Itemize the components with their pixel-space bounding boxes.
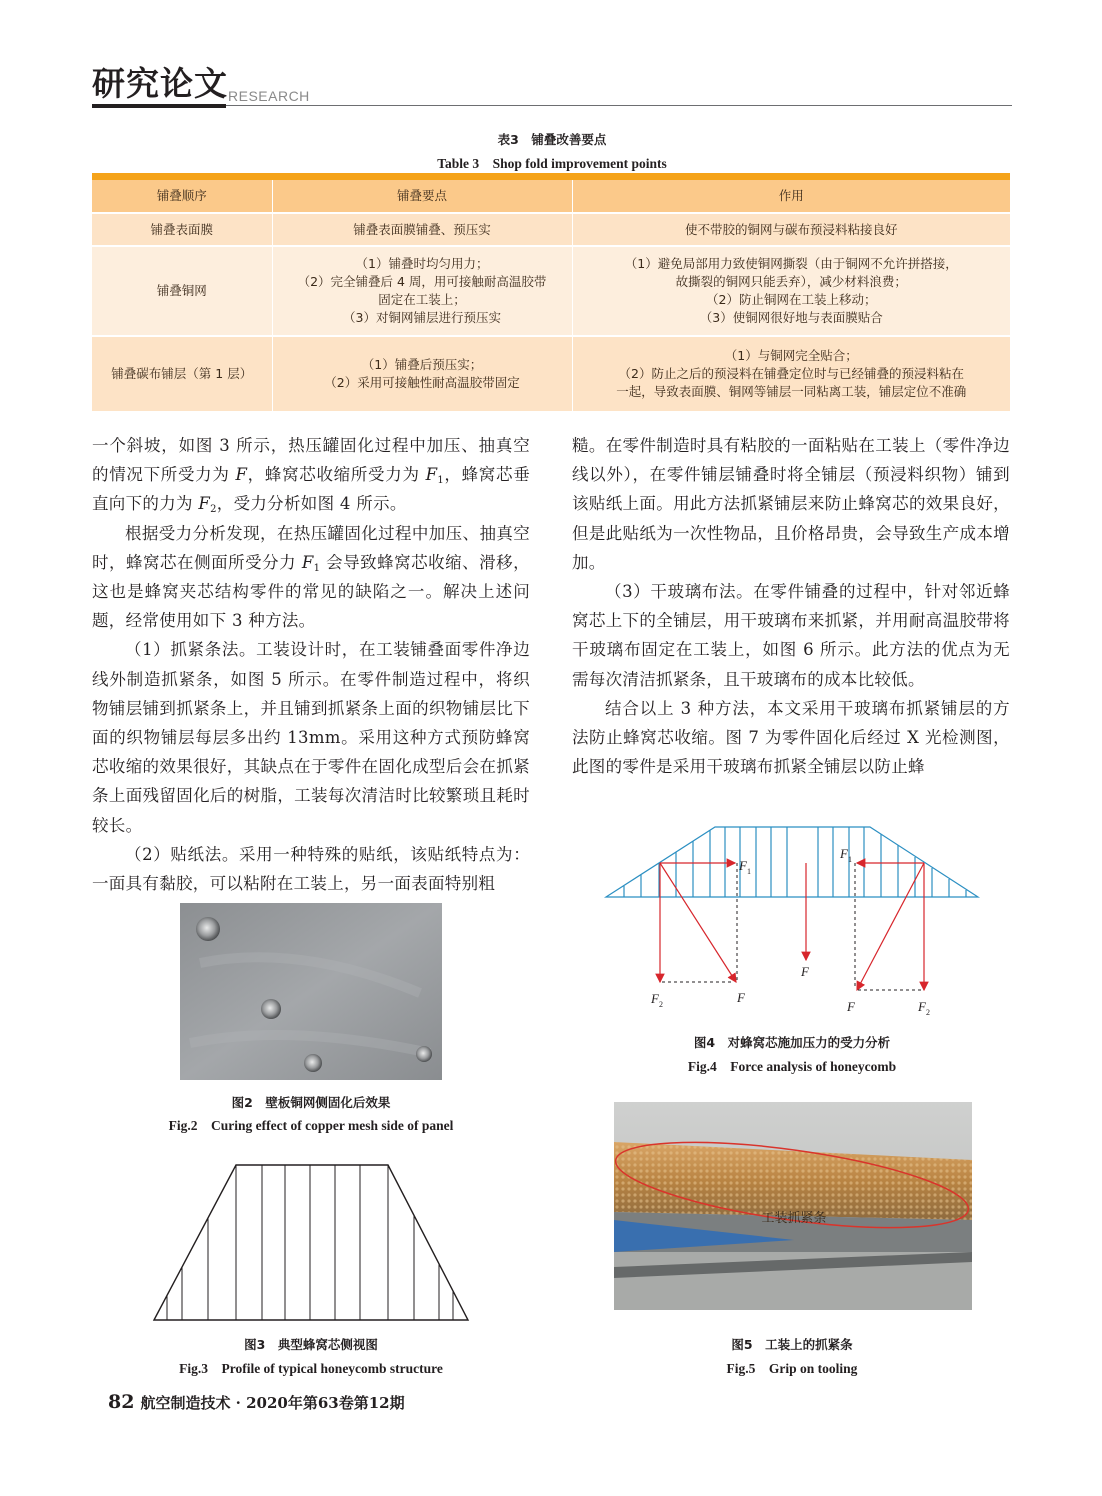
table-cell-order: 铺叠铜网 <box>92 246 272 336</box>
paragraph: （3）干玻璃布法。在零件铺叠的过程中，针对邻近蜂窝芯上下的全铺层，用干玻璃布来抓紧，并用耐高温胶带将干玻璃布固定在工装上，如图 6 所示。此方法的优点为无需每次清洁抓紧条，且干玻璃布的成本比较低。 <box>572 582 1010 689</box>
cell-line: （1）铺叠时均匀用力； <box>355 256 489 271</box>
cell-line: （2）采用可接触性耐高温胶带固定 <box>324 375 520 390</box>
label-F1-right: $F_1$ <box>840 846 852 864</box>
section-title: 研究论文 <box>92 64 228 103</box>
table-row <box>92 336 1010 412</box>
label-F2-right: $F_2$ <box>918 999 930 1017</box>
fig5-caption-en: Fig.5 Grip on tooling <box>726 1361 858 1376</box>
paragraph: （2）贴纸法。采用一种特殊的贴纸，该贴纸特点为：一面具有黏胶，可以粘附在工装上，另一面表面特别粗 <box>92 844 530 894</box>
body-column-right <box>572 431 1010 781</box>
journal-info: 航空制造技术 · 2020年第63卷第12期 <box>140 1394 405 1412</box>
cell-line: 固定在工装上； <box>378 292 466 307</box>
label-F-right: F <box>847 999 855 1014</box>
table-cell-order: 铺叠表面膜 <box>92 213 272 246</box>
left-force-vectors <box>660 863 924 990</box>
table-row <box>92 213 1010 246</box>
table-cell-points <box>272 336 572 412</box>
table-header-cell: 铺叠要点 <box>272 180 572 213</box>
table-cell-effects <box>572 336 1010 412</box>
hole <box>304 1054 322 1072</box>
cell-line: 故撕裂的铜网只能丢弃），减少材料浪费； <box>675 274 907 289</box>
paragraph: 一个斜坡，如图 3 所示，热压罐固化过程中加压、抽真空的情况下所受力为 F，蜂窝芯收缩所受力为 $F_1$，蜂窝芯垂直向下的力为 $F_2$，受力分析如图 4 所示。 <box>92 436 531 516</box>
table3 <box>92 180 1010 413</box>
honeycomb-trapezoid <box>606 827 978 897</box>
header-rule-thick <box>92 104 226 108</box>
cell-line: （3）对铜网铺层进行预压实 <box>343 310 501 325</box>
label-F-center: F <box>801 964 809 979</box>
honeycomb-outline <box>154 1165 468 1320</box>
cell-line: （3）使铜网很好地与表面膜贴合 <box>699 310 883 325</box>
cell-line: （1）铺叠后预压实； <box>361 357 483 372</box>
hole <box>416 1046 432 1062</box>
cell-line: 铺叠表面膜铺叠、预压实 <box>353 221 491 237</box>
fig3-caption-cn: 图3 典型蜂窝芯侧视图 <box>244 1337 378 1352</box>
table-cell-effects <box>572 213 1010 246</box>
paragraph: （1）抓紧条法。工装设计时，在工装铺叠面零件净边线外制造抓紧条，如图 5 所示。在零件制造过程中，将织物铺层铺到抓紧条上，并且铺到抓紧条上面的织物铺层比下面的织物铺层每层多出约 13mm。采用这种方式预防蜂窝芯收缩的效果很好，其缺点在于零件在固化成型后会在抓紧条上面残留固化后的树脂，工装每次清洁时比较繁琐且耗时较长。 <box>92 640 530 835</box>
cell-line: 使不带胶的铜网与碳布预浸料粘接良好 <box>684 221 898 237</box>
table-row <box>92 246 1010 336</box>
hole <box>261 999 281 1019</box>
fig4-force-diagram <box>600 820 990 1025</box>
table3-caption-en: Table 3 Shop fold improvement points <box>437 156 667 171</box>
fig3-caption-en: Fig.3 Profile of typical honeycomb structure <box>179 1361 443 1376</box>
table3-top-bar <box>92 173 1010 180</box>
fig4-caption-cn: 图4 对蜂窝芯施加压力的受力分析 <box>693 1035 891 1050</box>
fig2-caption-en: Fig.2 Curing effect of copper mesh side of panel <box>168 1118 454 1133</box>
cell-line: （1）避免局部用力致使铜网撕裂（由于铜网不允许拼搭接， <box>624 256 958 271</box>
fig5-caption-cn: 图5 工装上的抓紧条 <box>731 1337 853 1352</box>
cell-line: （1）与铜网完全贴合； <box>724 348 858 363</box>
header-rule-thin <box>226 105 1012 106</box>
label-F1-left: $F_1$ <box>739 858 751 876</box>
cell-line: （2）完全铺叠后 4 周，用可接触耐高温胶带 <box>297 274 547 289</box>
fig4-caption-en: Fig.4 Force analysis of honeycomb <box>687 1059 897 1074</box>
cell-line: （2）防止之后的预浸料在铺叠定位时与已经铺叠的预浸料粘在 <box>618 366 964 381</box>
cell-line: （2）防止铜网在工装上移动； <box>706 292 877 307</box>
table-cell-effects <box>572 246 1010 336</box>
table-cell-order: 铺叠碳布铺层（第 1 层） <box>92 336 272 412</box>
paragraph: 糙。在零件制造时具有粘胶的一面粘贴在工装上（零件净边线以外），在零件铺层铺叠时将全铺层（预浸料织物）铺到该贴纸上面。用此方法抓紧铺层来防止蜂窝芯的效果良好，但是此贴纸为一次性物品，且价格昂贵，会导致生产成本增加。 <box>572 436 1010 572</box>
table-cell-points <box>272 213 572 246</box>
fig2-panel-photo <box>180 903 442 1080</box>
paragraph: 根据受力分析发现，在热压罐固化过程中加压、抽真空时，蜂窝芯在侧面所受分力 $F_1$ 会导致蜂窝芯收缩、滑移，这也是蜂窝夹芯结构零件的常见的缺陷之一。解决上述问题，经常使用如下 3 种方法。 <box>92 523 530 631</box>
hole <box>196 917 220 941</box>
page-footer <box>108 1391 405 1413</box>
paragraph: 结合以上 3 种方法，本文采用干玻璃布抓紧铺层的方法防止蜂窝芯收缩。图 7 为零件固化后经过 X 光检测图，此图的零件是采用干玻璃布抓紧全铺层以防止蜂 <box>572 698 1010 777</box>
label-F-left: F <box>737 990 745 1005</box>
table3-caption-cn: 表3 铺叠改善要点 <box>497 132 607 147</box>
section-subtitle: RESEARCH <box>228 88 310 104</box>
fig5-annotation: 工装抓紧条 <box>761 1211 827 1226</box>
cell-line: 一起，导致表面膜、铜网等铺层一同粘离工装，铺层定位不准确 <box>616 384 967 399</box>
fig3-honeycomb-profile <box>152 1160 470 1322</box>
table-header-row <box>92 180 1010 213</box>
page-number: 82 <box>108 1391 135 1413</box>
body-column-left <box>92 431 530 898</box>
fig5-tooling-photo <box>614 1102 972 1310</box>
label-F2-left: $F_2$ <box>651 991 663 1009</box>
table-header-cell: 作用 <box>572 180 1010 213</box>
fig2-caption-cn: 图2 壁板铜网侧固化后效果 <box>231 1095 391 1110</box>
table-cell-points <box>272 246 572 336</box>
table-header-cell: 铺叠顺序 <box>92 180 272 213</box>
